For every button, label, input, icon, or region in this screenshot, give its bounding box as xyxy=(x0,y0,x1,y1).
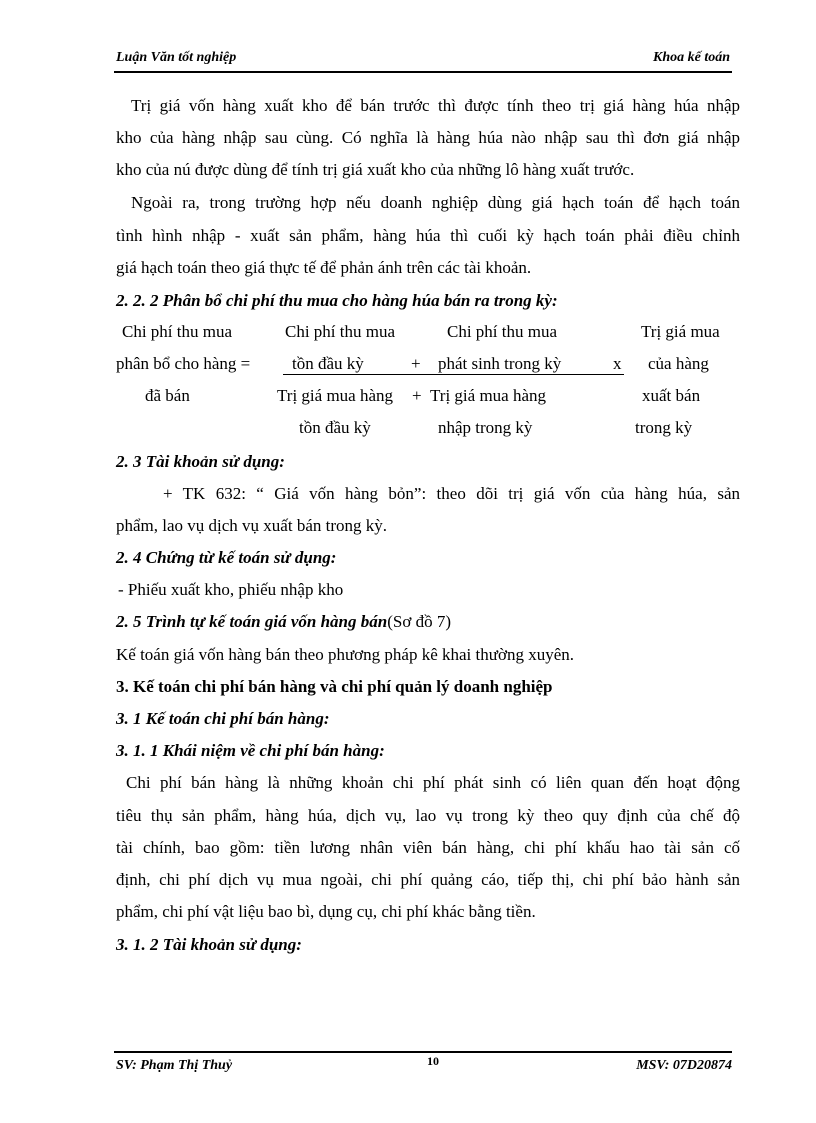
para2-line1: Ngoài ra, trong trường hợp nếu doanh nghiệp dùng giá hạch toán để hạch toán xyxy=(131,193,740,212)
para1-line2: kho của hàng nhập sau cùng. Có nghĩa là hàng húa nào nhập sau thì đơn giá nhập xyxy=(116,128,740,147)
formula-den2-2: nhập trong kỳ xyxy=(438,418,533,437)
para2-line3: giá hạch toán theo giá thực tế để phản ánh trên các tài khoản. xyxy=(116,258,532,277)
heading-3-1-1: 3. 1. 1 Khái niệm về chi phí bán hàng: xyxy=(116,741,385,760)
para3-line2: tiêu thụ sản phẩm, hàng húa, dịch vụ, lao vụ trong kỳ theo quy định của chế độ xyxy=(116,806,740,825)
para3-line5: phẩm, chi phí vật liệu bao bì, dụng cụ, chi phí khác bằng tiền. xyxy=(116,902,536,921)
formula-num2-2: phát sinh trong kỳ xyxy=(438,354,562,373)
formula-lhs-3: đã bán xyxy=(145,386,190,405)
formula-rhs-1: Trị giá mua xyxy=(641,322,720,341)
chungtu-line: - Phiếu xuất kho, phiếu nhập kho xyxy=(118,580,344,599)
heading-2-2-2: 2. 2. 2 Phân bổ chi phí thu mua cho hàng húa bán ra trong kỳ: xyxy=(116,291,558,310)
para3-line1: Chi phí bán hàng là những khoản chi phí phát sinh có liên quan đến hoạt động xyxy=(126,773,740,792)
formula-den2-1: Trị giá mua hàng xyxy=(430,386,547,405)
page-number: 10 xyxy=(427,1054,439,1068)
formula-lhs-1: Chi phí thu mua xyxy=(122,322,233,341)
heading-3-1-2: 3. 1. 2 Tài khoản sử dụng: xyxy=(116,935,302,954)
formula-rhs-3: xuất bán xyxy=(642,386,701,405)
heading-3-1: 3. 1 Kế toán chi phí bán hàng: xyxy=(116,709,330,728)
tk632-line1: + TK 632: “ Giá vốn hàng bỏn”: theo dõi trị giá vốn của hàng húa, sản xyxy=(163,484,740,503)
para3-line3: tài chính, bao gồm: tiền lương nhân viên bán hàng, chi phí khấu hao tài sản cố xyxy=(116,838,740,857)
footer-right: MSV: 07D20874 xyxy=(636,1058,732,1073)
heading-2-5: 2. 5 Trình tự kế toán giá vốn hàng bán xyxy=(116,612,388,631)
para3-line4: định, chi phí dịch vụ mua ngoài, chi phí quảng cáo, tiếp thị, chi phí bảo hành sản xyxy=(116,870,740,889)
heading-2-5-row xyxy=(116,612,451,632)
formula-times: x xyxy=(613,354,622,373)
formula-num1-2: tồn đầu kỳ xyxy=(292,354,364,373)
formula-plus-bottom: + xyxy=(412,386,422,405)
formula-den1-1: Trị giá mua hàng xyxy=(277,386,394,405)
ketoan-line: Kế toán giá vốn hàng bán theo phương pháp kê khai thường xuyên. xyxy=(116,645,575,664)
header-right: Khoa kế toán xyxy=(652,50,730,65)
para2-line2: tình hình nhập - xuất sản phẩm, hàng húa thì cuối kỳ hạch toán phải điều chỉnh xyxy=(116,226,740,245)
para1-line1: Trị giá vốn hàng xuất kho để bán trước thì được tính theo trị giá hàng húa nhập xyxy=(131,96,740,115)
heading-2-5-suffix: (Sơ đồ 7) xyxy=(387,612,452,631)
tk632-line2: phẩm, lao vụ dịch vụ xuất bán trong kỳ. xyxy=(116,516,388,535)
footer-rule xyxy=(114,1051,732,1053)
formula-num1-1: Chi phí thu mua xyxy=(285,322,396,341)
formula-num2-1: Chi phí thu mua xyxy=(447,322,558,341)
heading-2-4: 2. 4 Chứng từ kế toán sử dụng: xyxy=(116,548,337,567)
formula-rhs-2: của hàng xyxy=(648,354,709,373)
formula-den1-2: tồn đầu kỳ xyxy=(299,418,371,437)
footer-left: SV: Phạm Thị Thuỷ xyxy=(116,1058,233,1073)
heading-2-3: 2. 3 Tài khoản sử dụng: xyxy=(116,452,285,471)
formula-plus-top: + xyxy=(411,354,421,373)
formula-rhs-4: trong kỳ xyxy=(635,418,693,437)
formula-fraction-bar xyxy=(283,374,624,375)
formula-lhs-2: phân bổ cho hàng = xyxy=(116,354,251,373)
header-left: Luận Văn tốt nghiệp xyxy=(116,50,237,65)
heading-3: 3. Kế toán chi phí bán hàng và chi phí quản lý doanh nghiệp xyxy=(116,677,553,696)
header-rule xyxy=(114,71,732,73)
para1-line3: kho của nú được dùng để tính trị giá xuất kho của những lô hàng xuất trước. xyxy=(116,160,635,179)
